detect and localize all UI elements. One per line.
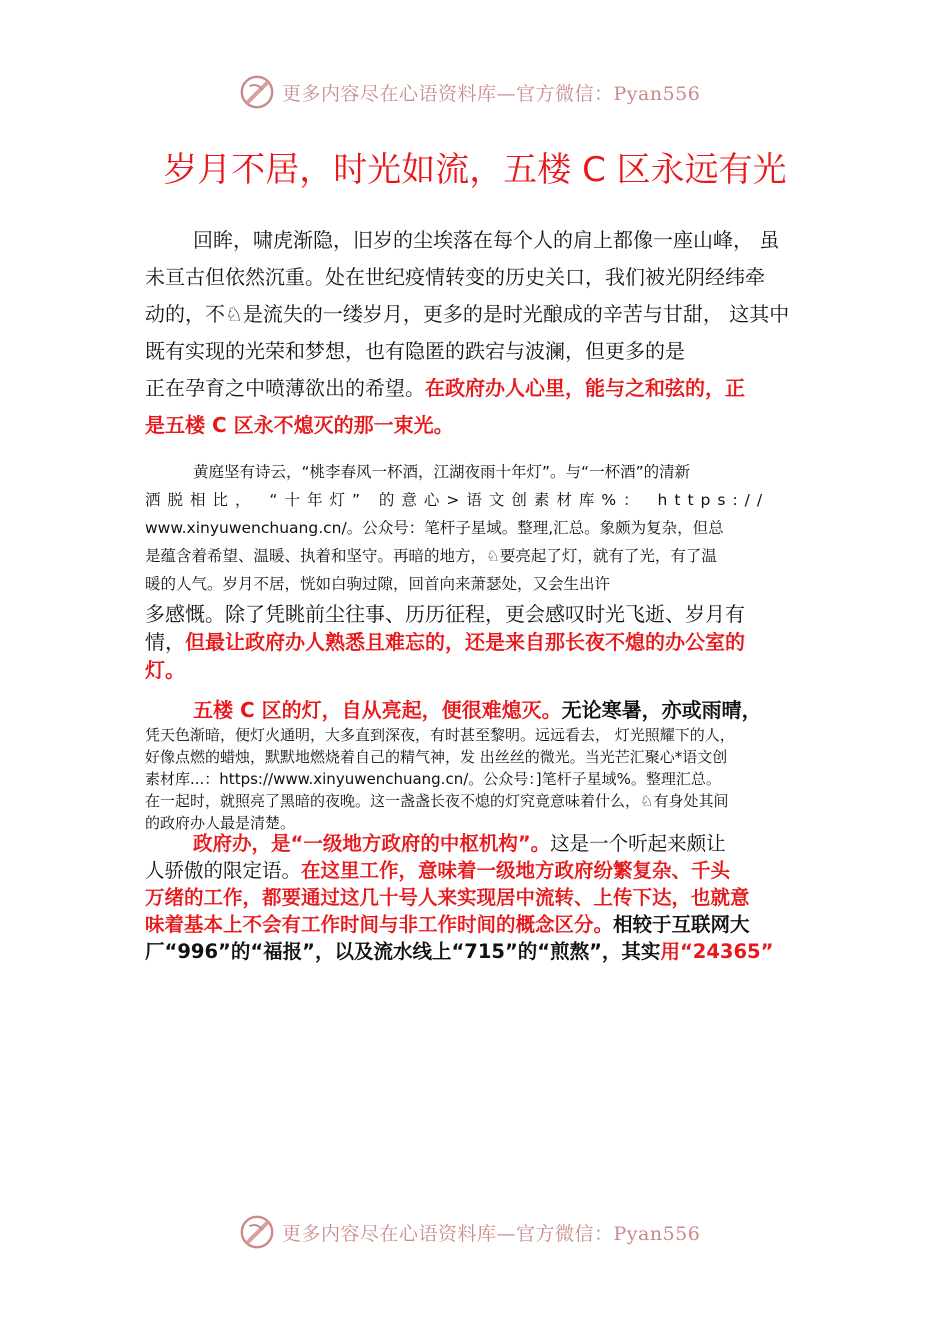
p2-line-5: 暖的人气。岁月不居，恍如白驹过隙，回首向来萧瑟处，又会生出许 [145,575,611,593]
p1-line-6: 是五楼 C 区永不熄灭的那一束光。 [145,413,454,437]
p2-line-4: 是蕴含着希望、温暖、执着和坚守。再暗的地方，♘要亮起了灯，就有了光，有了温 [145,547,717,565]
p3-line-3: 灯。 [145,658,185,682]
p5-line-2: 人骄傲的限定语。在这里工作，意味着一级地方政府纷繁复杂、千头 [145,859,731,882]
p2-line-2: 洒脱相比， “十年灯” 的意心>语文创素材库%： https:// [145,491,770,509]
p5-line-4: 味着基本上不会有工作时间与非工作时间的概念区分。相较于互联网大 [145,913,750,936]
header-text: 更多内容尽在心语资料库—官方微信：Pyan556 [282,82,701,105]
p1-line-5: 正在孕育之中喷薄欲出的希望。在政府办人心里，能与之和弦的，正 [145,376,745,400]
paragraph-5 [145,830,815,965]
p4-small-3: 素材库...：https://www.xinyuwenchuang.cn/。公众号：]笔杆子星域%。整理汇总。 [145,770,721,788]
p4-small-1: 凭天色渐暗，便灯火通明，大多直到深夜，有时甚至黎明。远远看去， 灯光照耀下的人， [145,726,735,744]
p5-line-3: 万绪的工作，都要通过这几十号人来实现居中流转、上传下达，也就意 [145,886,750,909]
paragraph-2 [145,458,815,598]
p5-line-5: 厂“996”的“福报”，以及流水线上“715”的“煎熬”，其实用“24365” [145,940,774,963]
p4-small-2: 好像点燃的蜡烛，默默地燃烧着自己的精气神，发 出丝丝的微光。当光芒汇聚心*语文创 [145,748,728,766]
pen-logo-icon [238,73,276,111]
footer-banner [238,1212,758,1252]
p1-line-2: 未亘古但依然沉重。处在世纪疫情转变的历史关口，我们被光阴经纬牵 [145,265,765,289]
paragraph-1 [145,222,815,444]
paragraph-4 [145,696,815,834]
p4-small-5: 的政府办人最是清楚。 [145,814,296,832]
page-title: 岁月不居，时光如流，五楼 C 区永远有光 [163,150,787,190]
p5-line-1: 政府办，是“一级地方政府的中枢机构”。这是一个听起来颇让 [193,832,726,855]
p2-line-1: 黄庭坚有诗云，“桃李春风一杯酒，江湖夜雨十年灯”。与“一杯酒”的清新 [193,463,691,481]
footer-text: 更多内容尽在心语资料库—官方微信：Pyan556 [282,1222,701,1245]
paragraph-3 [145,600,815,684]
p1-line-4: 既有实现的光荣和梦想，也有隐匿的跌宕与波澜，但更多的是 [145,339,685,363]
p1-line-3: 动的，不♘是流失的一缕岁月，更多的是时光酿成的辛苦与甘甜， 这其中 [145,302,790,326]
p4-small-4: 在一起时，就照亮了黑暗的夜晚。这一盏盏长夜不熄的灯究竟意味着什么，♘有身处其间 [145,792,729,810]
pen-logo-icon [238,1213,276,1251]
header-banner [238,72,758,112]
p1-line-1: 回眸，啸虎渐隐，旧岁的尘埃落在每个人的肩上都像一座山峰， 虽 [193,228,780,252]
p3-line-1: 多感慨。除了凭眺前尘往事、历历征程，更会感叹时光飞逝、岁月有 [145,602,745,626]
p4-line-1: 五楼 C 区的灯，自从亮起，便很难熄灭。无论寒暑，亦或雨晴， [193,698,762,722]
p3-line-2: 情，但最让政府办人熟悉且难忘的，还是来自那长夜不熄的办公室的 [145,630,745,654]
p2-line-3: www.xinyuwenchuang.cn/。公众号：笔杆子星域。整理,汇总。象颇为复杂，但总 [145,519,724,537]
